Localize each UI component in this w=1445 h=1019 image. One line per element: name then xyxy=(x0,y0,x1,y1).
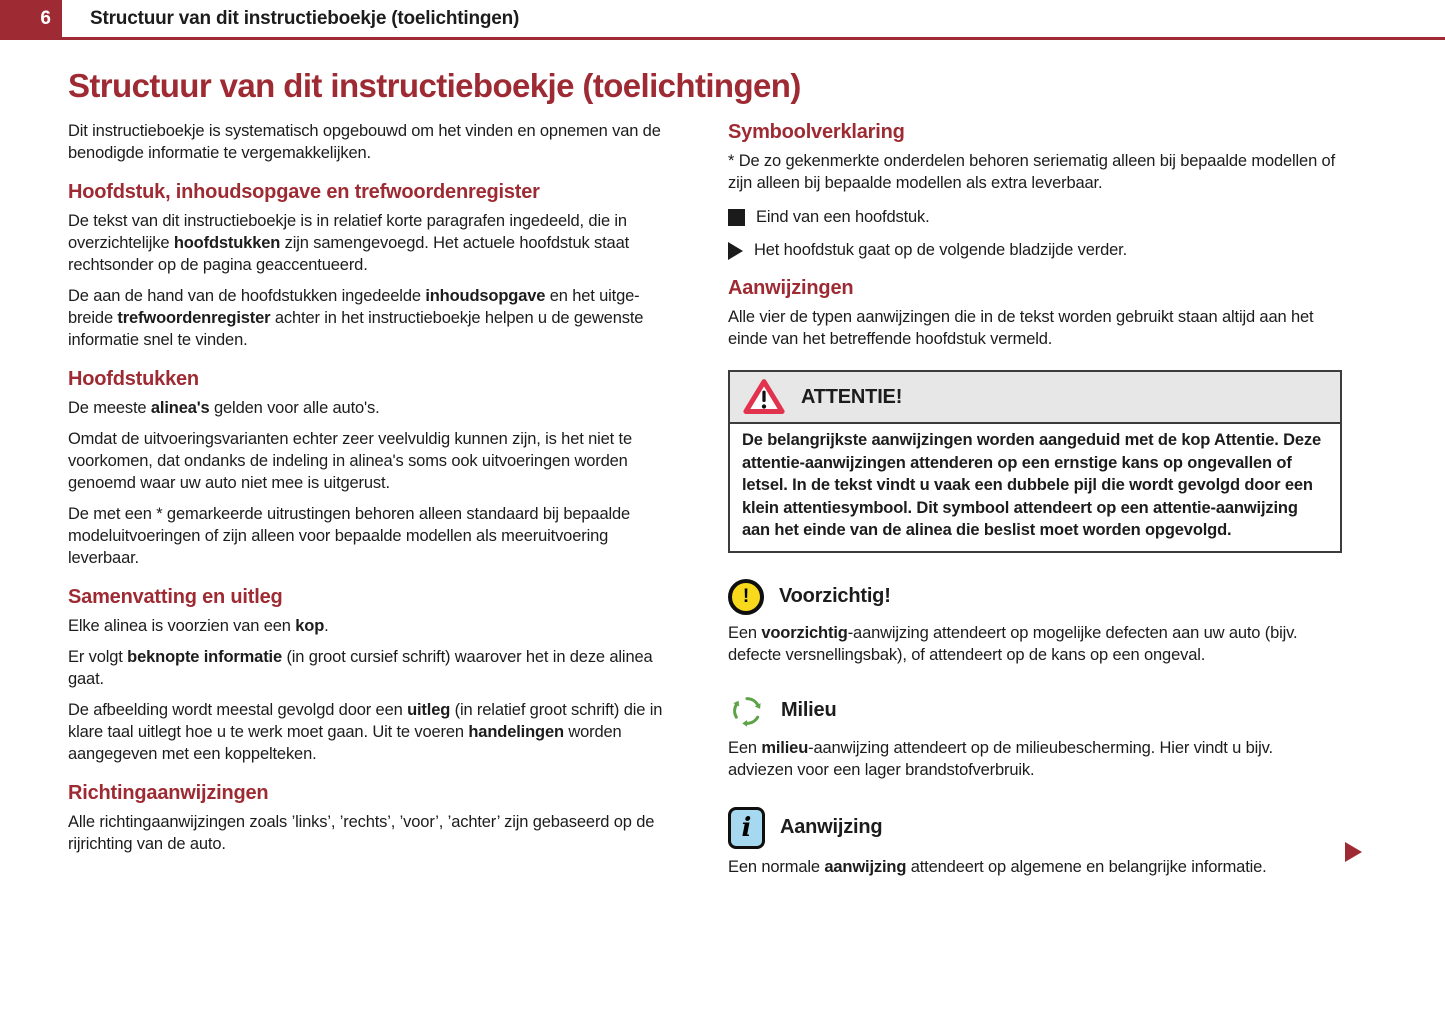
end-of-chapter-square-icon xyxy=(728,209,745,226)
chapter-continues-triangle-icon xyxy=(728,242,743,260)
attention-box-title: ATTENTIE! xyxy=(801,385,903,408)
legend-item-label: Eind van een hoofdstuk. xyxy=(756,208,930,226)
section-heading: Hoofdstuk, inhoudsopgave en trefwoordenregister xyxy=(68,181,540,203)
page-header xyxy=(0,0,1445,40)
section-heading: Richtingaanwijzingen xyxy=(68,782,269,804)
section-hoofdstuk-inhoudsopgave xyxy=(68,180,676,351)
note-header xyxy=(728,692,1342,730)
attention-box-header xyxy=(730,372,1340,424)
legend-item-end-of-chapter xyxy=(728,208,1342,227)
legend-item-label: Het hoofdstuk gaat op de volgende bladzijde verder. xyxy=(754,241,1128,259)
two-column-layout xyxy=(68,120,1377,887)
note-title: Voorzichtig! xyxy=(779,585,891,607)
paragraph: * De zo gekenmerkte onderdelen behoren seriematig alleen bij bepaalde modellen of zijn alleen bij bepaalde modellen als extra leverbaar. xyxy=(728,152,1336,192)
environment-recycle-icon xyxy=(728,692,766,730)
caution-exclamation-icon: ! xyxy=(728,579,764,615)
paragraph: Alle vier de typen aanwijzingen die in de tekst worden gebruikt staan altijd aan het einde van het betreffende hoofdstuk vermeld. xyxy=(728,308,1314,348)
paragraph: De met een * gemarkeerde uitrustingen behoren alleen standaard bij bepaalde modeluitvoeringen of zijn alleen voor bepaalde modellen als meeruitvoering leverbaar. xyxy=(68,505,631,567)
intro-paragraph: Dit instructieboekje is systematisch opgebouwd om het vinden en opnemen van de benodigde informatie te vergemakkelijken. xyxy=(68,122,661,162)
section-heading: Symboolverklaring xyxy=(728,121,905,143)
paragraph: De meeste alinea's gelden voor alle auto's. xyxy=(68,399,380,417)
note-title: Aanwijzing xyxy=(780,816,883,838)
note-header xyxy=(728,579,1342,615)
paragraph: Omdat de uitvoeringsvarianten echter zeer veelvuldig kunnen zijn, is het niet te voorkomen, dat ondanks de indeling in alinea's soms ook uitvoeringen worden genoemd waar uw auto niet mee is uitgerust. xyxy=(68,430,632,492)
section-heading: Samenvatting en uitleg xyxy=(68,586,283,608)
note-title: Milieu xyxy=(781,699,837,721)
note-milieu xyxy=(728,692,1342,781)
info-icon: i xyxy=(728,807,765,849)
paragraph: Een normale aanwijzing attendeert op algemene en belangrijke informatie. xyxy=(728,857,1267,876)
attention-box-body: De belangrijkste aanwijzingen worden aangeduid met de kop Attentie. Deze attentie-aanwijzingen attenderen op een ernstige kans op ongevallen of letsel. In de tekst vindt u vaak een dubbele pijl die wordt gevolgd door een klein attentiesymbool. Dit symbool attendeert op een attentie-aanwijzing aan het einde van de alinea die beslist moet worden opgevolgd. xyxy=(742,431,1322,539)
paragraph: De aan de hand van de hoofdstukken ingedeelde inhoudsopgave en het uitge-breide trefwoordenregister achter in het instructieboekje helpen u de gewenste informatie snel te vinden. xyxy=(68,287,644,349)
section-hoofdstukken xyxy=(68,367,676,569)
note-header xyxy=(728,807,1342,849)
section-richtingaanwijzingen xyxy=(68,781,676,855)
legend-item-chapter-continues xyxy=(728,241,1342,260)
note-voorzichtig xyxy=(728,579,1342,666)
attention-warning-box xyxy=(728,370,1342,553)
paragraph: De tekst van dit instructieboekje is in relatief korte paragrafen ingedeeld, die in overzichtelijke hoofdstukken zijn samengevoegd. Het actuele hoofdstuk staat rechtsonder op de pagina geaccentueerd. xyxy=(68,212,630,274)
note-aanwijzing xyxy=(728,807,1342,878)
paragraph: De afbeelding wordt meestal gevolgd door een uitleg (in relatief groot schrift) die in klare taal uitlegt hoe u te werk moet gaan. Uit te voeren handelingen worden aangegeven met een koppelteken. xyxy=(68,701,663,763)
section-heading: Aanwijzingen xyxy=(728,277,854,299)
paragraph: Er volgt beknopte informatie (in groot cursief schrift) waarover het in deze alinea gaat. xyxy=(68,648,653,688)
left-column xyxy=(68,120,676,887)
section-samenvatting-en-uitleg xyxy=(68,585,676,765)
paragraph: Een voorzichtig-aanwijzing attendeert op mogelijke defecten aan uw auto (bijv. defecte versnellingsbak), of attendeert op de kans op een ongeval. xyxy=(728,623,1298,664)
page-number-badge: 6 xyxy=(0,0,62,37)
page-title: Structuur van dit instructieboekje (toelichtingen) xyxy=(68,67,801,104)
continues-next-page-arrow-icon xyxy=(1345,842,1362,862)
right-column xyxy=(728,120,1342,887)
section-heading: Hoofdstukken xyxy=(68,368,199,390)
paragraph: Een milieu-aanwijzing attendeert op de milieubescherming. Hier vindt u bijv. adviezen voor een lager brandstofverbruik. xyxy=(728,738,1273,779)
header-title: Structuur van dit instructieboekje (toelichtingen) xyxy=(90,7,520,29)
paragraph: Alle richtingaanwijzingen zoals ’links’, ’rechts’, ’voor’, ’achter’ zijn gebaseerd op de rijrichting van de auto. xyxy=(68,813,655,853)
warning-triangle-icon xyxy=(742,378,786,416)
paragraph: Elke alinea is voorzien van een kop. xyxy=(68,617,329,635)
